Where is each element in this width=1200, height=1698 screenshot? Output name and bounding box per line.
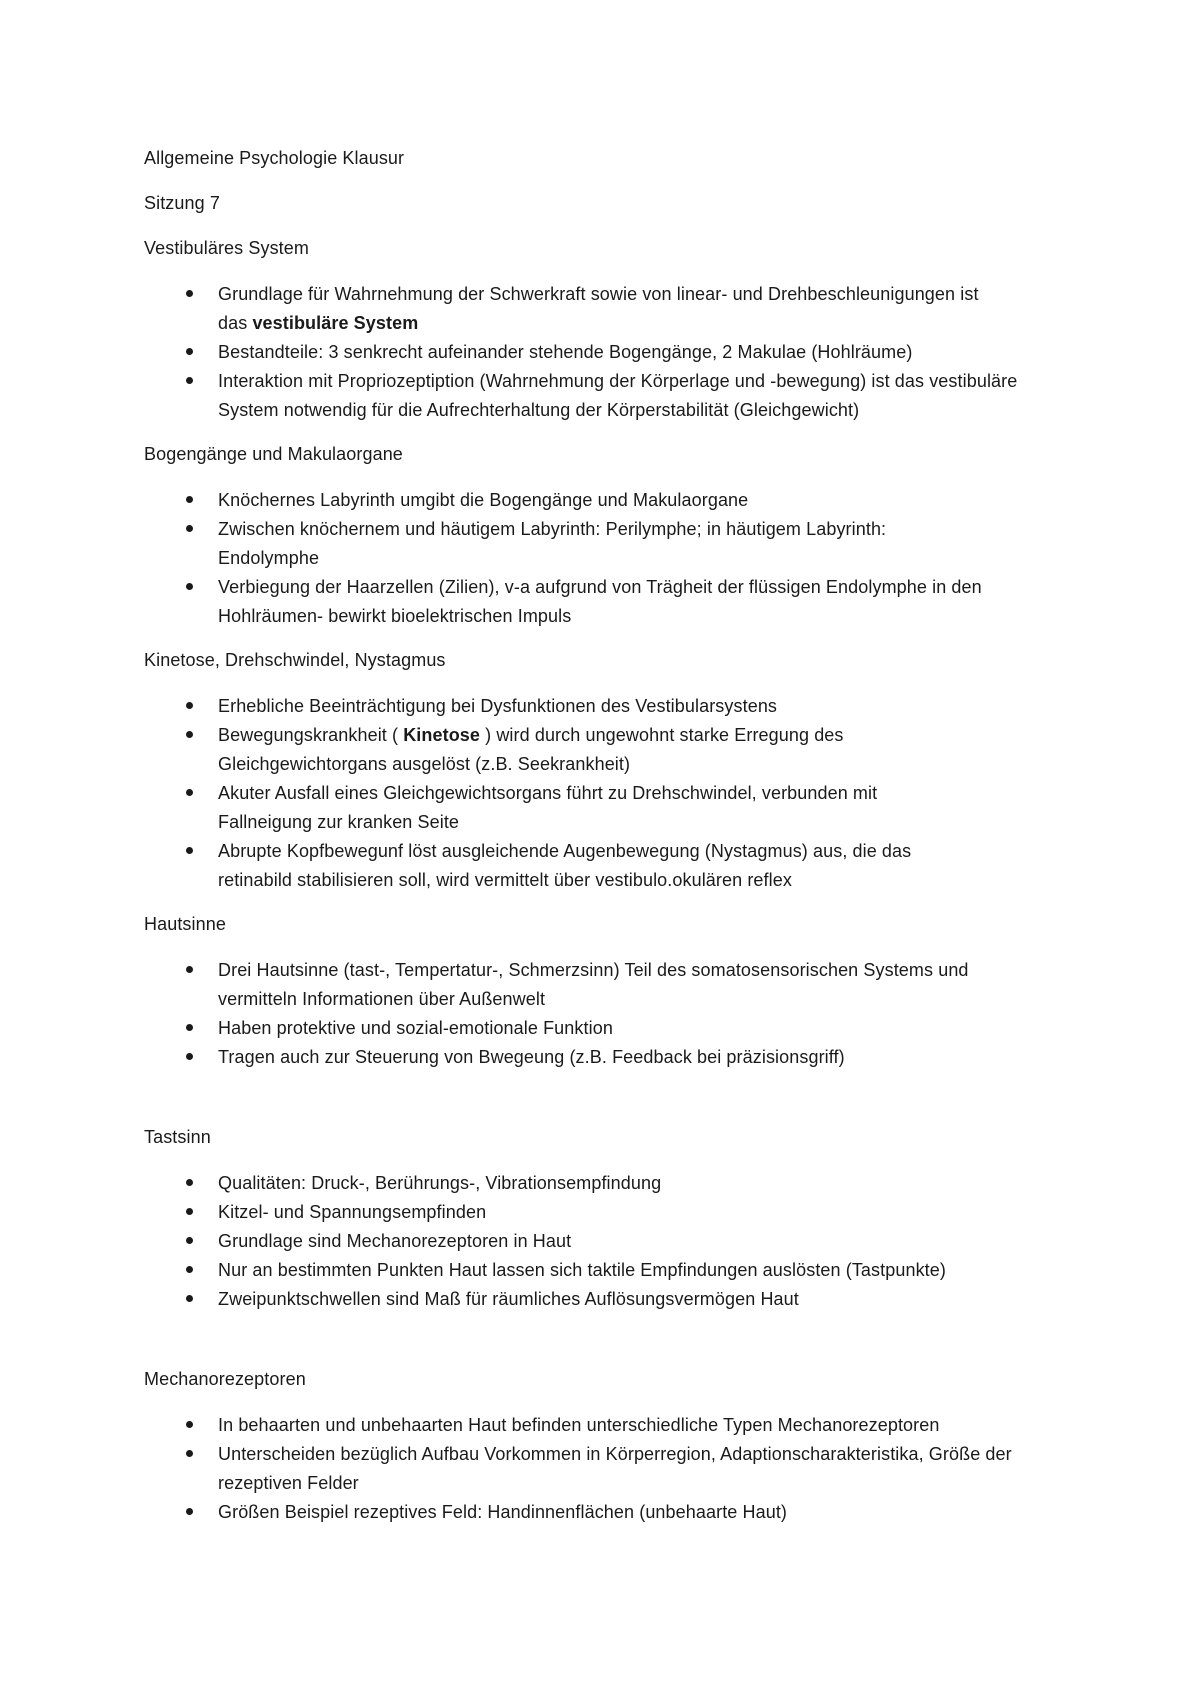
document-title: Allgemeine Psychologie Klausur (144, 148, 405, 168)
bullet-text: Kitzel- und Spannungsempfinden (218, 1202, 487, 1222)
section-heading-kinetose: Kinetose, Drehschwindel, Nystagmus (144, 650, 446, 670)
bullet-list (144, 1169, 1064, 1314)
bullet-item (144, 956, 1018, 1014)
bullet-dot-icon (186, 1053, 193, 1060)
bullet-list (144, 1411, 1064, 1527)
bullet-dot-icon (186, 1508, 193, 1515)
bullet-dot-icon (186, 348, 193, 355)
bullet-item (144, 1014, 1064, 1043)
bullet-dot-icon (186, 377, 193, 384)
bullet-dot-icon (186, 525, 193, 532)
bullet-dot-icon (186, 1266, 193, 1273)
bullet-text: Unterscheiden bezüglich Aufbau Vorkommen in Körperregion, Adaptionscharakteristika, Größe der rezeptiven Felder (218, 1444, 1012, 1493)
bullet-text: Grundlage für Wahrnehmung der Schwerkraft sowie von linear- und Drehbeschleunigungen ist das (218, 284, 979, 333)
bullet-item (144, 280, 998, 338)
section-heading-hautsinne: Hautsinne (144, 914, 226, 934)
bullet-item (144, 779, 958, 837)
bullet-text: Akuter Ausfall eines Gleichgewichtsorgans führt zu Drehschwindel, verbunden mit Fallneigung zur kranken Seite (218, 783, 878, 832)
bullet-item (144, 1256, 1064, 1285)
bullet-list (144, 956, 1064, 1072)
bullet-text: Zwischen knöchernem und häutigem Labyrinth: Perilymphe; in häutigem Labyrinth: Endolymphe (218, 519, 887, 568)
bullet-text: Tragen auch zur Steuerung von Bwegeung (z.B. Feedback bei präzisionsgriff) (218, 1047, 845, 1067)
bullet-text: Interaktion mit Propriozeptiption (Wahrnehmung der Körperlage und -bewegung) ist das vestibuläre System notwendig für die Aufrechterhaltung der Körperstabilität (Gleichgewicht) (218, 371, 1018, 420)
bullet-dot-icon (186, 966, 193, 973)
section-heading-mechanorezeptoren: Mechanorezeptoren (144, 1369, 306, 1389)
bullet-bold-text: vestibuläre System (252, 313, 419, 333)
bullet-item (144, 1043, 1064, 1072)
bullet-dot-icon (186, 702, 193, 709)
section-heading-vestibulaeres-system: Vestibuläres System (144, 238, 309, 258)
spacer (144, 1329, 1064, 1365)
bullet-item (144, 573, 1018, 631)
bullet-dot-icon (186, 847, 193, 854)
bullet-text: Haben protektive und sozial-emotionale Funktion (218, 1018, 613, 1038)
bullet-item (144, 721, 918, 779)
document-body (144, 144, 1064, 1542)
bullet-text: Abrupte Kopfbewegunf löst ausgleichende Augenbewegung (Nystagmus) aus, die das retinabild stabilisieren soll, wird vermittelt über vestibulo.okulären reflex (218, 841, 912, 890)
bullet-dot-icon (186, 1450, 193, 1457)
bullet-dot-icon (186, 1237, 193, 1244)
bullet-list (144, 692, 1064, 895)
section-heading-tastsinn: Tastsinn (144, 1127, 211, 1147)
bullet-dot-icon (186, 1179, 193, 1186)
bullet-dot-icon (186, 1208, 193, 1215)
bullet-item (144, 1498, 1064, 1527)
bullet-text: Bewegungskrankheit ( (218, 725, 404, 745)
bullet-item (144, 515, 938, 573)
bullet-list (144, 280, 1064, 425)
bullet-item (144, 338, 1064, 367)
bullet-text: Bestandteile: 3 senkrecht aufeinander stehende Bogengänge, 2 Makulae (Hohlräume) (218, 342, 913, 362)
bullet-text: Qualitäten: Druck-, Berührungs-, Vibrationsempfindung (218, 1173, 662, 1193)
bullet-item (144, 1440, 1018, 1498)
bullet-text-tail: ) wird durch ungewohnt starke Erregung des Gleichgewichtorgans ausgelöst (z.B. Seekrankheit) (218, 725, 844, 774)
bullet-dot-icon (186, 1024, 193, 1031)
spacer (144, 1087, 1064, 1123)
bullet-text: Verbiegung der Haarzellen (Zilien), v-a aufgrund von Trägheit der flüssigen Endolymphe in den Hohlräumen- bewirkt bioelektrischen Impuls (218, 577, 982, 626)
bullet-text: Nur an bestimmten Punkten Haut lassen sich taktile Empfindungen auslösten (Tastpunkte) (218, 1260, 946, 1280)
bullet-text: Erhebliche Beeinträchtigung bei Dysfunktionen des Vestibularsystens (218, 696, 778, 716)
bullet-item (144, 1285, 1064, 1314)
bullet-item (144, 1227, 1064, 1256)
bullet-dot-icon (186, 583, 193, 590)
bullet-item (144, 837, 978, 895)
bullet-text: Grundlage sind Mechanorezeptoren in Haut (218, 1231, 572, 1251)
bullet-dot-icon (186, 789, 193, 796)
section-heading-bogengaenge: Bogengänge und Makulaorgane (144, 444, 403, 464)
bullet-item (144, 1411, 1064, 1440)
bullet-dot-icon (186, 1295, 193, 1302)
bullet-text: In behaarten und unbehaarten Haut befinden unterschiedliche Typen Mechanorezeptoren (218, 1415, 940, 1435)
bullet-item (144, 486, 1064, 515)
bullet-text: Drei Hautsinne (tast-, Tempertatur-, Schmerzsinn) Teil des somatosensorischen Systems und vermitteln Informationen über Außenwelt (218, 960, 969, 1009)
bullet-dot-icon (186, 496, 193, 503)
session-label: Sitzung 7 (144, 193, 220, 213)
bullet-text: Knöchernes Labyrinth umgibt die Bogengänge und Makulaorgane (218, 490, 749, 510)
bullet-text: Zweipunktschwellen sind Maß für räumliches Auflösungsvermögen Haut (218, 1289, 799, 1309)
bullet-dot-icon (186, 731, 193, 738)
bullet-list (144, 486, 1064, 631)
bullet-dot-icon (186, 1421, 193, 1428)
bullet-item (144, 1198, 1064, 1227)
bullet-item (144, 367, 1018, 425)
bullet-dot-icon (186, 290, 193, 297)
bullet-text: Größen Beispiel rezeptives Feld: Handinnenflächen (unbehaarte Haut) (218, 1502, 788, 1522)
bullet-bold-text: Kinetose (403, 725, 481, 745)
bullet-item (144, 692, 1064, 721)
bullet-item (144, 1169, 1064, 1198)
